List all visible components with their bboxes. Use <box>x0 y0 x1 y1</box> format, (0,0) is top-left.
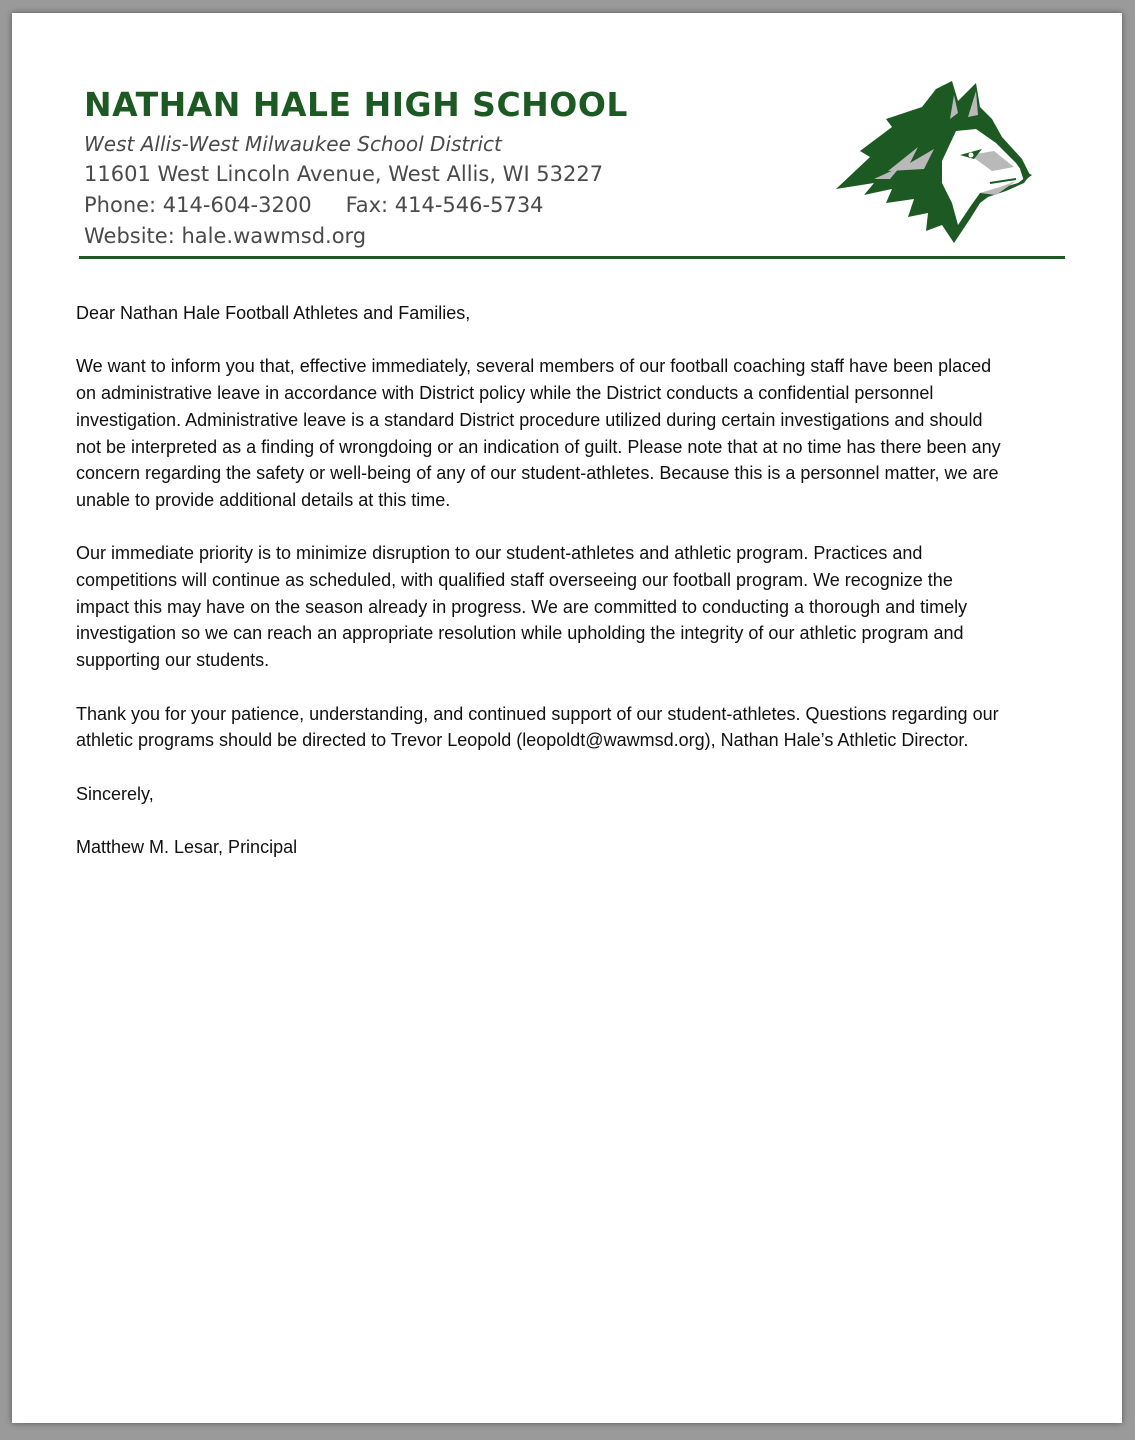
body-paragraph: Thank you for your patience, understanding, and continued support of our student-athletes. Questions regarding our athletic programs should be directed to Trevor Leopold (leopoldt@wawmsd.org), Nathan Hale’s Athletic Director. <box>76 703 999 751</box>
phone-fax-row <box>84 190 804 221</box>
district-name: West Allis-West Milwaukee School District <box>84 132 502 156</box>
body-paragraph: We want to inform you that, effective immediately, several members of our football coaching staff have been placed on administrative leave in accordance with District policy while the District conducts a confidential personnel investigation. Administrative leave is a standard District procedure utilized during certain investigations and should not be interpreted as a finding of wrongdoing or an indication of guilt. Please note that at no time has there been any concern regarding the safety or well-being of any of our student-athletes. Because this is a personnel matter, we are unable to provide additional details at this time. <box>76 356 1001 510</box>
husky-mascot-icon <box>830 79 1036 249</box>
salutation: Dear Nathan Hale Football Athletes and Families, <box>76 303 471 323</box>
phone-number: Phone: 414-604-3200 <box>84 193 312 217</box>
letter-page <box>12 13 1122 1423</box>
school-name: NATHAN HALE HIGH SCHOOL <box>84 85 628 124</box>
letterhead <box>84 83 804 252</box>
signature: Matthew M. Lesar, Principal <box>76 836 298 857</box>
school-address: 11601 West Lincoln Avenue, West Allis, WI 53227 <box>84 162 604 186</box>
letter-body <box>76 300 1001 887</box>
website: Website: hale.wawmsd.org <box>84 224 367 248</box>
body-paragraph: Our immediate priority is to minimize disruption to our student-athletes and athletic program. Practices and competitions will continue as scheduled, with qualified staff overseeing our football program. We recognize the impact this may have on the season already in progress. We are committed to conducting a thorough and timely investigation so we can reach an appropriate resolution while upholding the integrity of our athletic program and supporting our students. <box>76 543 968 671</box>
closing: Sincerely, <box>76 783 154 804</box>
fax-number: Fax: 414-546-5734 <box>345 193 544 217</box>
header-divider <box>79 256 1065 259</box>
